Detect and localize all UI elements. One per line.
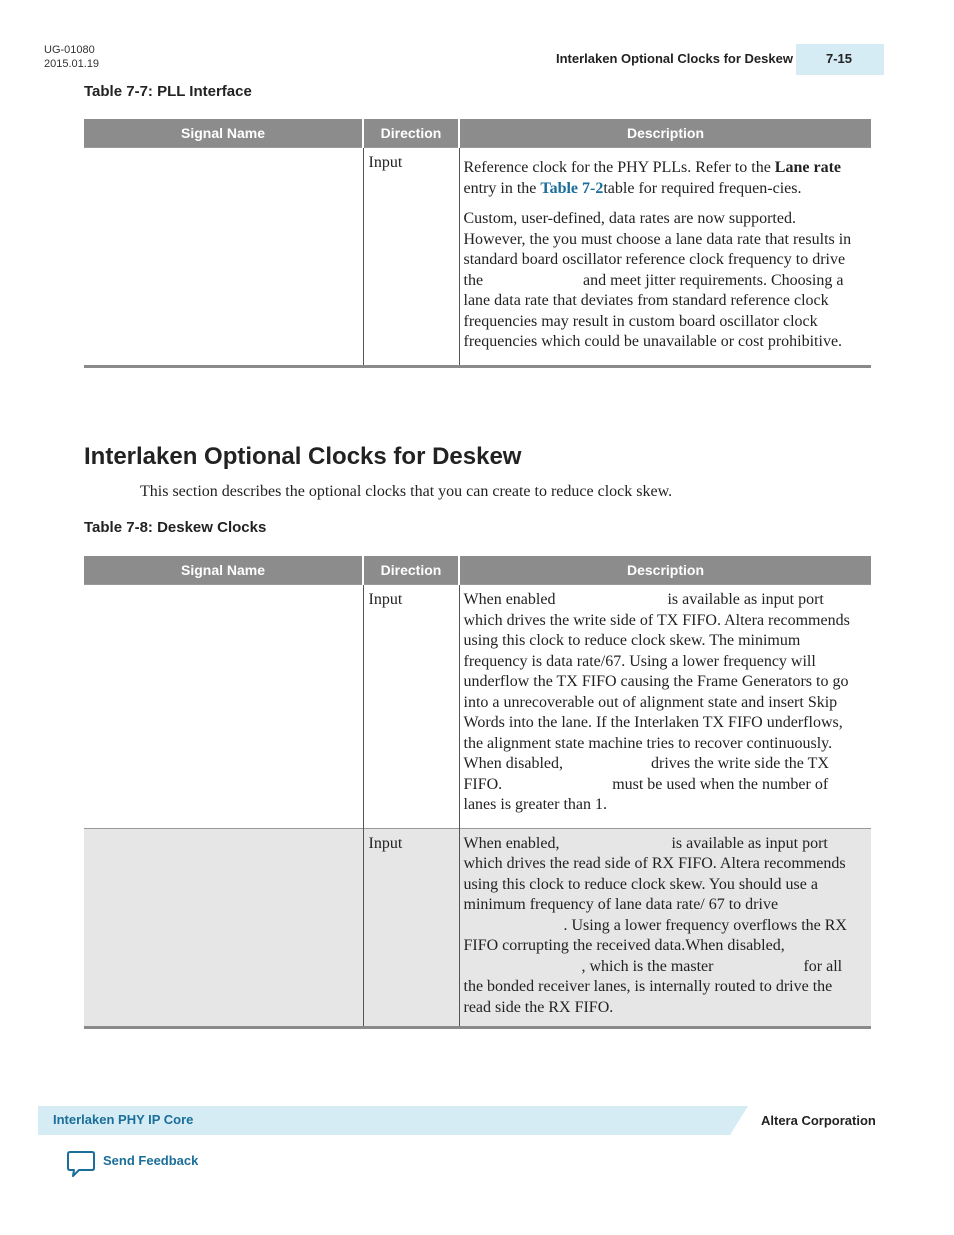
direction-cell: Input — [363, 148, 459, 367]
page-number: 7-15 — [826, 51, 853, 66]
column-header-signal: Signal Name — [84, 556, 363, 585]
column-header-direction: Direction — [363, 556, 459, 585]
doc-number: UG-01080 — [44, 44, 95, 56]
signal-name-cell — [84, 148, 363, 367]
deskew-clocks-table — [84, 556, 871, 1029]
description-text: Reference clock for the PHY PLLs. Refer to the — [463, 159, 775, 176]
table-7-2-link[interactable]: Table 7-2 — [540, 179, 604, 197]
direction-cell: Input — [363, 828, 459, 1028]
description-text: , which is the master — [581, 957, 718, 975]
description-text: Custom, user-defined, data rates are now supported. However, the you must choose a lane data rate that results in standard board oscillator reference clock frequency to drive the — [463, 210, 852, 289]
description-text: When enabled — [463, 591, 560, 608]
pll-interface-table — [84, 119, 871, 368]
column-header-description: Description — [459, 119, 871, 148]
description-text: is available as input port which drives the read side of RX FIFO. Altera recommends using this clock to reduce clock skew. You should use a minimum frequency of lane data rate/ 67 to drive — [463, 834, 846, 913]
table-caption-deskew: Table 7-8: Deskew Clocks — [84, 519, 267, 536]
section-heading: Interlaken Optional Clocks for Deskew — [84, 443, 522, 470]
table-row — [84, 828, 871, 1028]
description-text: and meet jitter requirements. Choosing a lane data rate that deviates from standard reference clock frequencies may result in custom board oscillator clock frequencies which could be unavailable or cost prohibitive. — [463, 271, 844, 350]
signal-name-cell — [84, 828, 363, 1028]
column-header-description: Description — [459, 556, 871, 585]
table-header-row — [84, 119, 871, 148]
description-cell — [459, 828, 871, 1028]
description-cell — [459, 148, 871, 367]
footer-company: Altera Corporation — [761, 1113, 876, 1128]
table-caption-pll: Table 7-7: PLL Interface — [84, 83, 252, 100]
description-paragraph — [464, 158, 860, 199]
description-text: for all the bonded receiver lanes, is internally routed to drive the read side the RX FIFO. — [463, 957, 843, 1016]
table-row — [84, 585, 871, 829]
description-text: When enabled, — [463, 834, 564, 852]
column-header-direction: Direction — [363, 119, 459, 148]
direction-cell: Input — [363, 585, 459, 829]
description-text: is available as input port which drives the write side of TX FIFO. Altera recommends using this clock to reduce clock skew. The minimum frequency is data rate/67. Using a lower frequency will underflow the TX FIFO causing the Frame Generators to go into a unrecoverable out of alignment state and insert Skip Words into the lane. If the Interlaken TX FIFO underflows, the alignment state machine tries to recover continuously. When disabled, — [463, 591, 850, 772]
send-feedback-link[interactable]: Send Feedback — [103, 1153, 199, 1168]
description-text: table for required frequen-cies. — [603, 179, 802, 197]
section-intro: This section describes the optional clocks that you can create to reduce clock skew. — [140, 483, 673, 500]
description-text: . Using a lower frequency overflows the RX FIFO corrupting the received data.When disabled, — [463, 916, 847, 954]
speech-bubble-icon[interactable] — [66, 1150, 96, 1178]
table-header-row — [84, 556, 871, 585]
table-row — [84, 148, 871, 367]
column-header-signal: Signal Name — [84, 119, 363, 148]
description-paragraph — [464, 209, 860, 353]
footer-product-name: Interlaken PHY IP Core — [53, 1112, 194, 1127]
signal-name-cell — [84, 585, 363, 829]
description-cell — [459, 585, 871, 829]
running-header-title: Interlaken Optional Clocks for Deskew — [556, 51, 793, 66]
document-id — [44, 43, 99, 71]
description-text: must be used when the number of lanes is greater than 1. — [463, 775, 829, 813]
doc-date: 2015.01.19 — [44, 58, 100, 70]
description-text: entry in the — [463, 179, 541, 197]
lane-rate-term: Lane rate — [774, 159, 841, 176]
description-text: drives the write side the TX FIFO. — [463, 755, 829, 793]
